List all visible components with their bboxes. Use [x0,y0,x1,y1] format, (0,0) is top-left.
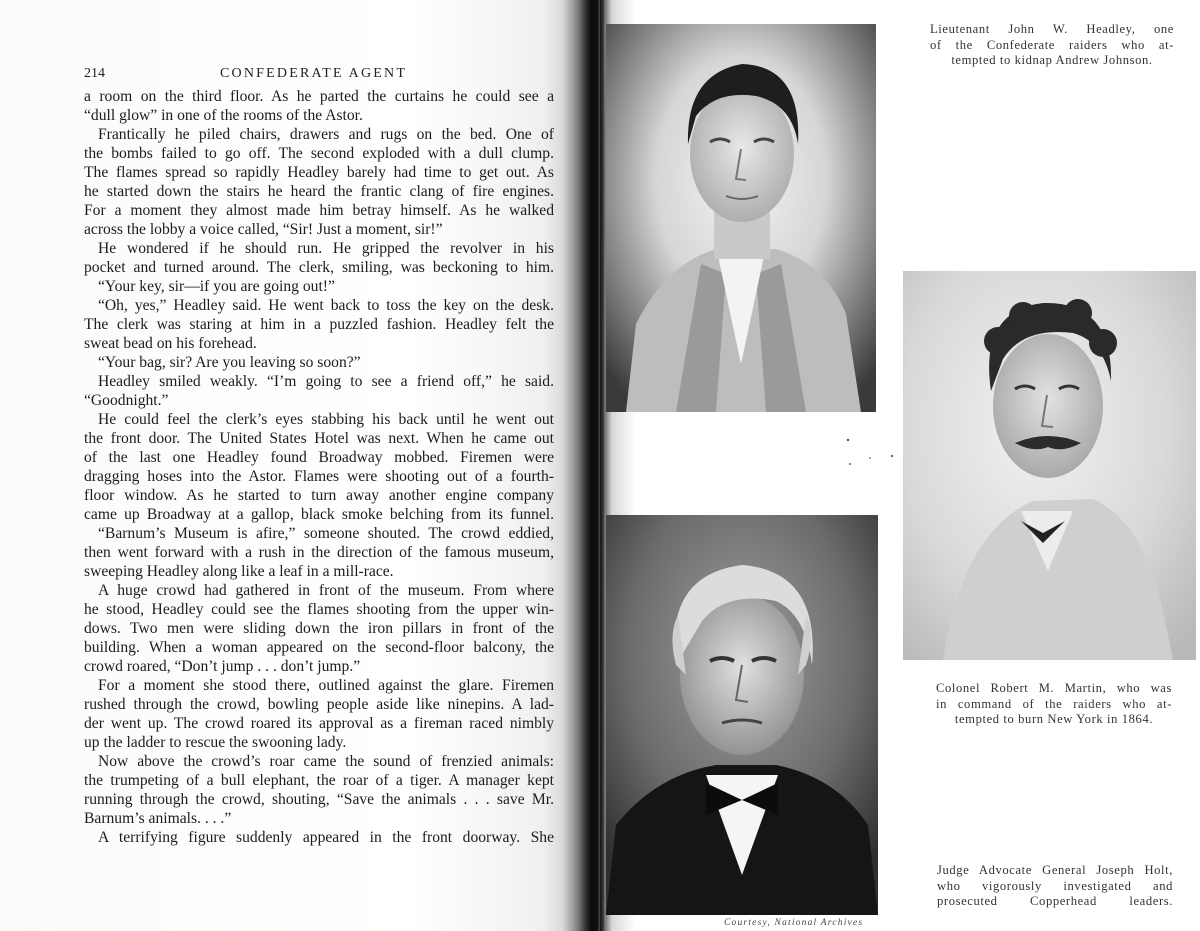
text-line: “dull glow” in one of the rooms of the Astor. [84,107,363,124]
text-line: He wondered if he should run. He gripped the revolver in his [98,240,554,257]
text-line: “Barnum’s Museum is afire,” someone shouted. The crowd eddied, [98,525,554,542]
portrait-martin [903,271,1196,660]
text-line: floor window. As he started to turn away another engine company [84,487,554,504]
text-line: came up Broadway at a gallop, black smoke belching from its funnel. [84,506,554,523]
text-line: running through the crowd, shouting, “Save the animals . . . save Mr. [84,791,554,808]
portrait-holt [606,515,878,915]
page-number: 214 [84,66,105,81]
text-line: of the last one Headley found Broadway mobbed. Firemen were [84,449,554,466]
book-gutter [562,0,604,931]
text-line: then went forward with a rush in the direction of the famous museum, [84,544,554,561]
text-line: rushed through the crowd, bowling people aside like ninepins. A lad- [84,696,554,713]
caption-line: of the Confederate raiders who at- [930,37,1174,52]
caption-holt [937,863,1173,910]
text-line: the trumpeting of a bull elephant, the roar of a tiger. A manager kept [84,772,554,789]
text-line: across the lobby a voice called, “Sir! Just a moment, sir!” [84,221,443,238]
caption-line: prosecuted Copperhead leaders. [937,894,1173,908]
text-line: A huge crowd had gathered in front of the museum. From where [98,582,554,599]
running-title: CONFEDERATE AGENT [220,66,408,81]
caption-line: tempted to kidnap Andrew Johnson. [951,53,1153,67]
text-line: dows. Two men were sliding down the iron pillars in front of the [84,620,554,637]
text-line: Headley smiled weakly. “I’m going to see a friend off,” he said. [98,373,554,390]
caption-line: Judge Advocate General Joseph Holt, [937,863,1173,877]
caption-line: tempted to burn New York in 1864. [954,712,1154,726]
text-line: sweat bead on his forehead. [84,335,257,352]
caption-line: Colonel Robert M. Martin, who was [936,681,1172,695]
text-line: For a moment she stood there, outlined against the glare. Firemen [98,677,554,694]
text-line: up the ladder to rescue the swooning lady. [84,734,347,751]
caption-line: who vigorously investigated and [937,878,1173,893]
text-line: Now above the crowd’s roar came the sound of frenzied animals: [98,753,554,770]
text-line: pocket and turned around. The clerk, smiling, was beckoning to him. [84,259,554,276]
text-line: Frantically he piled chairs, drawers and rugs on the bed. One of [98,126,554,143]
text-line: der went up. The crowd roared its approval as a fireman raced nimbly [84,715,554,732]
text-line: “Your bag, sir? Are you leaving so soon?” [98,354,361,371]
text-line: For a moment they almost made him betray himself. As he walked [84,202,554,219]
text-line: “Oh, yes,” Headley said. He went back to toss the key on the desk. [98,297,554,314]
text-line: the front door. The United States Hotel was next. When he came out [84,430,554,447]
caption-line: in command of the raiders who at- [936,696,1172,711]
text-line: the bombs failed to go off. The second exploded with a dull clump. [84,145,554,162]
text-line: The clerk was staring at him in a puzzled fashion. Headley felt the [84,316,554,333]
text-line: a room on the third floor. As he parted the curtains he could see a [84,88,554,105]
caption-martin [936,681,1172,728]
text-line: He could feel the clerk’s eyes stabbing his back until he went out [98,411,554,428]
text-line: he stood, Headley could see the flames shooting from the upper win- [84,601,554,618]
text-line: The flames spread so rapidly Headley barely had time to get out. As [84,164,554,181]
portrait-headley [606,24,876,412]
photo-credit: Courtesy, National Archives [724,918,864,928]
text-line: Barnum’s animals. . . .” [84,810,232,827]
running-head [84,66,564,84]
text-line: crowd roared, “Don’t jump . . . don’t jump.” [84,658,361,675]
text-line: sweeping Headley along like a leaf in a mill-race. [84,563,394,580]
text-line: he started down the stairs he heard the frantic clang of fire engines. [84,183,554,200]
text-line: dragging hoses into the Astor. Flames were shooting out of a fourth- [84,468,554,485]
body-text [84,87,554,847]
caption-line: Lieutenant John W. Headley, one [930,22,1174,36]
text-line: “Goodnight.” [84,392,169,409]
paper-specks [840,430,920,490]
text-line: “Your key, sir—if you are going out!” [98,278,335,295]
text-line: building. When a woman appeared on the second-floor balcony, the [84,639,554,656]
caption-headley [930,22,1174,69]
text-line: A terrifying figure suddenly appeared in the front doorway. She [98,829,554,846]
